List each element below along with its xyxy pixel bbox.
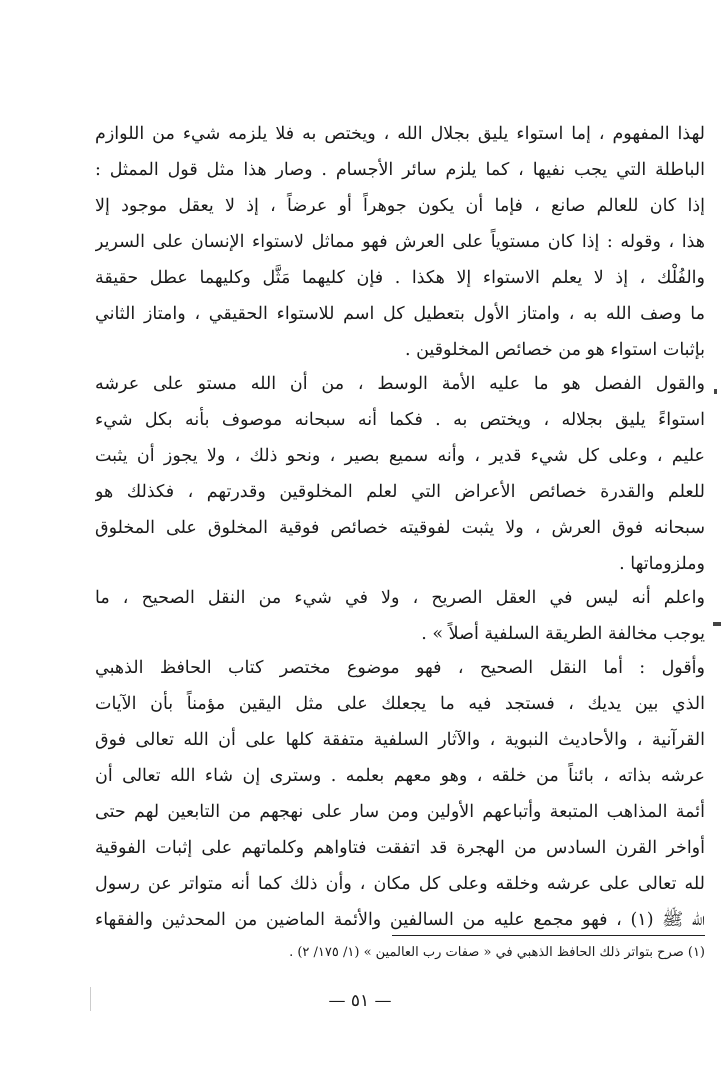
text-line: بإثبات استواء هو من خصائص المخلوقين .: [404, 340, 705, 360]
paragraph-2: [95, 366, 705, 582]
footnote: (١) صرح بتواتر ذلك الحافظ الذهبي في « صفات رب العالمين » (١/ ١٧٥/ ٢) .: [289, 945, 705, 960]
text-line: ما وصف الله به ، وامتاز الأول بتعطيل كل اسم للاستواء الحقيقي ، وامتاز الثاني: [95, 304, 705, 324]
paragraph-1: [95, 116, 705, 368]
text-line: وملزوماتها .: [619, 554, 705, 574]
scan-mark: [714, 389, 717, 394]
text-line: هذا ، وقوله : إذا كان مستوياً على العرش فهو مماثل لاستواء الإنسان على السرير: [95, 232, 705, 252]
page-number: — ٥١ —: [328, 991, 392, 1011]
text-line: عليم ، وعلى كل شيء قدير ، وأنه سميع بصير ، ونحو ذلك ، ولا يجوز أن يثبت: [95, 446, 705, 466]
text-line: أواخر القرن السادس من الهجرة قد اتفقت فتاواهم وكلماتهم على إثبات الفوقية: [95, 838, 705, 858]
scan-mark: [90, 987, 91, 1011]
text-line: استواءً يليق بجلاله ، ويختص به . فكما أنه سبحانه موصوف بأنه بكل شيء: [95, 410, 705, 430]
paragraph-3: [95, 580, 705, 652]
text-line: الباطلة التي يجب نفيها ، كما يلزم سائر الأجسام . وصار هذا مثل قول الممثل :: [95, 160, 705, 180]
text-line: يوجب مخالفة الطريقة السلفية أصلاً » .: [421, 624, 705, 644]
text-line: القرآنية ، والأحاديث النبوية ، والآثار السلفية متفقة كلها على أن الله تعالى فوق: [95, 730, 705, 750]
text-line: للعلم والقدرة خصائص الأعراض التي لعلم المخلوقين وقدرتهم ، فكذلك هو: [95, 482, 705, 502]
text-line: وأقول : أما النقل الصحيح ، فهو موضوع مختصر كتاب الحافظ الذهبي: [95, 658, 705, 678]
text-line: عرشه بذاته ، بائناً من خلقه ، وهو معهم بعلمه . وسترى إن شاء الله تعالى أن: [95, 766, 705, 786]
paragraph-4: [95, 650, 705, 938]
footnote-divider: [392, 935, 705, 936]
text-line: واعلم أنه ليس في العقل الصريح ، ولا في شيء من النقل الصحيح ، ما: [95, 588, 705, 608]
text-line: أئمة المذاهب المتبعة وأتباعهم الأولين ومن سار على نهجهم من التابعين لهم حتى: [95, 802, 705, 822]
text-line: سبحانه فوق العرش ، ولا يثبت لفوقيته خصائص فوقية المخلوق على المخلوق: [95, 518, 705, 538]
text-line: الذي بين يديك ، فستجد فيه ما يجعلك على مثل اليقين مؤمناً بأن الآيات: [95, 694, 705, 714]
text-line: لهذا المفهوم ، إما استواء يليق بجلال الله ، ويختص به فلا يلزمه شيء من اللوازم: [95, 124, 705, 144]
scan-mark: [713, 622, 721, 626]
text-line: والفُلْك ، إذ لا يعلم الاستواء إلا هكذا . فإن كليهما مَثَّل وكليهما عطل حقيقة: [95, 268, 705, 288]
text-line: لله تعالى على عرشه وخلقه وعلى كل مكان ، وأن ذلك كما أنه متواتر عن رسول: [95, 874, 705, 894]
text-line: والقول الفصل هو ما عليه الأمة الوسط ، من أن الله مستو على عرشه: [95, 374, 705, 394]
text-line: الله ﷺ (١) ، فهو مجمع عليه من السالفين والأئمة الماضين من المحدثين والفقهاء: [95, 910, 705, 930]
text-line: إذا كان للعالم صانع ، فإما أن يكون جوهراً أو عرضاً ، إذ لا يعقل موجود إلا: [95, 196, 705, 216]
